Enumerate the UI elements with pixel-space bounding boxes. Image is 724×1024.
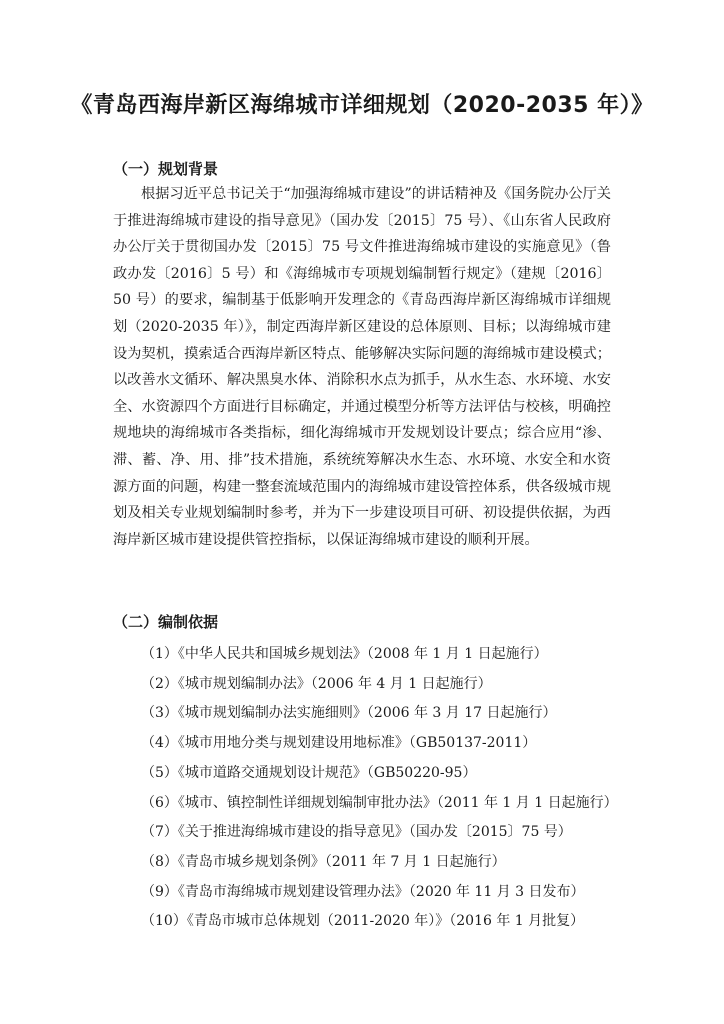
- reference-item: （5）《城市道路交通规划设计规范》（GB50220-95）: [141, 764, 477, 781]
- reference-item: （7）《关于推进海绵城市建设的指导意见》（国办发〔2015〕75 号）: [141, 824, 572, 841]
- reference-item: （8）《青岛市城乡规划条例》（2011 年 7 月 1 日起施行）: [141, 853, 506, 870]
- reference-item: （9）《青岛市海绵城市规划建设管理办法》（2020 年 11 月 3 日发布）: [141, 883, 585, 900]
- document-title: 《青岛西海岸新区海绵城市详细规划（2020-2035 年）》: [70, 93, 654, 118]
- reference-item: （6）《城市、镇控制性详细规划编制审批办法》（2011 年 1 月 1 日起施行）: [141, 794, 618, 811]
- reference-item: （10）《青岛市城市总体规划（2011-2020 年）》（2016 年 1 月批复）: [141, 913, 585, 930]
- reference-item: （1）《中华人民共和国城乡规划法》（2008 年 1 月 1 日起施行）: [141, 646, 548, 662]
- reference-item: （3）《城市规划编制办法实施细则》（2006 年 3 月 17 日起施行）: [141, 705, 557, 722]
- reference-item: （2）《城市规划编制办法》（2006 年 4 月 1 日起施行）: [141, 675, 492, 692]
- section-heading-background: （一）规划背景: [113, 160, 219, 178]
- background-paragraph: 根据习近平总书记关于“加强海绵城市建设”的讲话精神及《国务院办公厅关于推进海绵城市建设的指导意见》（国办发〔2015〕75 号）、《山东省人民政府办公厅关于贯彻国办发〔2015〕75 号文件推进海绵城市建设的实施意见》（鲁政办发〔2016〕5 号）和《海绵城市专项规划编制暂行规定》（建规〔2016〕50 号）的要求，编制基于低影响开发理念的《青岛西海岸新区海绵城市详细规划（2020-2035 年）》，制定西海岸新区建设的总体原则、目标；以海绵城市建设为契机，摸索适合西海岸新区特点、能够解决实际问题的海绵城市建设模式；以改善水文循环、解决黑臭水体、消除积水点为抓手，从水生态、水环境、水安全、水资源四个方面进行目标确定，并通过模型分析等方法评估与校核，明确控规地块的海绵城市各类指标，细化海绵城市开发规划设计要点；综合应用“渗、滞、蓄、净、用、排”技术措施，系统统筹解决水生态、水环境、水安全和水资源方面的问题，构建一整套流域范围内的海绵城市建设管控体系，供各级城市规划及相关专业规划编制时参考，并为下一步建设项目可研、初设提供依据，为西海岸新区城市建设提供管控指标，以保证海绵城市建设的顺利开展。: [113, 186, 611, 548]
- section-heading-basis: （二）编制依据: [113, 613, 219, 631]
- reference-item: （4）《城市用地分类与规划建设用地标准》（GB50137-2011）: [141, 735, 537, 752]
- reference-list: [141, 640, 618, 937]
